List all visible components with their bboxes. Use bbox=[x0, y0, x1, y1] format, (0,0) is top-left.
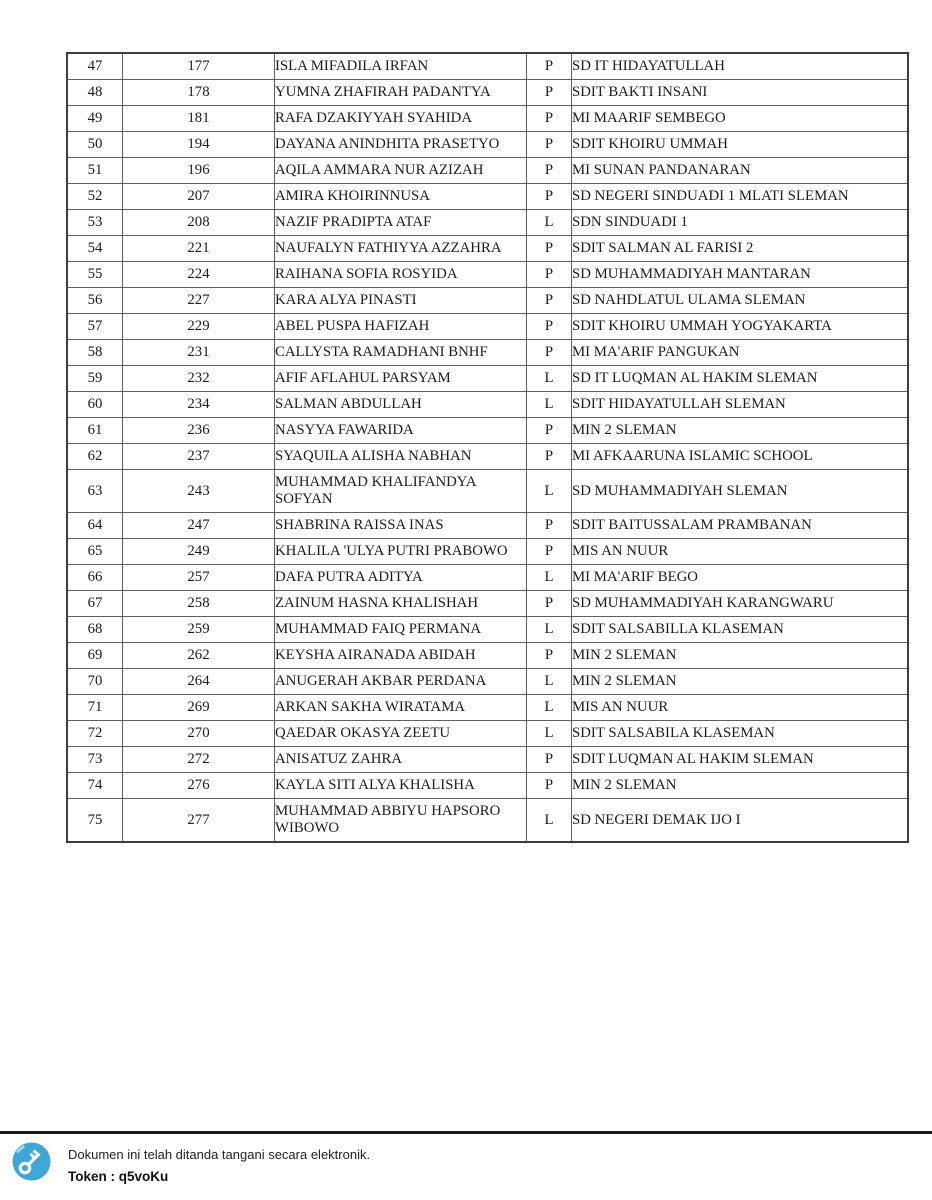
table-row bbox=[67, 236, 908, 262]
gender-cell: P bbox=[527, 539, 572, 565]
row-number-cell: 70 bbox=[67, 669, 123, 695]
row-number-cell: 75 bbox=[67, 799, 123, 843]
table-row bbox=[67, 132, 908, 158]
participant-name-cell: DAYANA ANINDHITA PRASETYO bbox=[275, 132, 527, 158]
table-row bbox=[67, 539, 908, 565]
table-row bbox=[67, 106, 908, 132]
gender-cell: P bbox=[527, 747, 572, 773]
school-cell: MI MA'ARIF PANGUKAN bbox=[572, 340, 909, 366]
participant-name-cell: NAZIF PRADIPTA ATAF bbox=[275, 210, 527, 236]
participant-table-container bbox=[66, 52, 909, 843]
gender-cell: L bbox=[527, 721, 572, 747]
participant-number-cell: 270 bbox=[123, 721, 275, 747]
table-row bbox=[67, 695, 908, 721]
table-row bbox=[67, 470, 908, 513]
participant-name-cell: RAIHANA SOFIA ROSYIDA bbox=[275, 262, 527, 288]
participant-name-cell: MUHAMMAD FAIQ PERMANA bbox=[275, 617, 527, 643]
school-cell: SDIT SALSABILLA KLASEMAN bbox=[572, 617, 909, 643]
row-number-cell: 59 bbox=[67, 366, 123, 392]
gender-cell: P bbox=[527, 53, 572, 80]
participant-name-cell: AQILA AMMARA NUR AZIZAH bbox=[275, 158, 527, 184]
table-row bbox=[67, 444, 908, 470]
participant-name-cell: SHABRINA RAISSA INAS bbox=[275, 513, 527, 539]
esign-key-icon bbox=[12, 1142, 51, 1181]
table-row bbox=[67, 158, 908, 184]
participant-number-cell: 181 bbox=[123, 106, 275, 132]
participant-number-cell: 237 bbox=[123, 444, 275, 470]
gender-cell: P bbox=[527, 132, 572, 158]
school-cell: SDIT LUQMAN AL HAKIM SLEMAN bbox=[572, 747, 909, 773]
gender-cell: P bbox=[527, 158, 572, 184]
row-number-cell: 71 bbox=[67, 695, 123, 721]
school-cell: MI SUNAN PANDANARAN bbox=[572, 158, 909, 184]
row-number-cell: 74 bbox=[67, 773, 123, 799]
gender-cell: L bbox=[527, 392, 572, 418]
table-row bbox=[67, 747, 908, 773]
school-cell: SD MUHAMMADIYAH SLEMAN bbox=[572, 470, 909, 513]
row-number-cell: 60 bbox=[67, 392, 123, 418]
participant-number-cell: 247 bbox=[123, 513, 275, 539]
school-cell: SDIT KHOIRU UMMAH YOGYAKARTA bbox=[572, 314, 909, 340]
table-row bbox=[67, 643, 908, 669]
participant-name-cell: CALLYSTA RAMADHANI BNHF bbox=[275, 340, 527, 366]
participant-table-body bbox=[67, 53, 908, 842]
participant-number-cell: 232 bbox=[123, 366, 275, 392]
gender-cell: P bbox=[527, 418, 572, 444]
participant-table bbox=[66, 52, 909, 843]
gender-cell: P bbox=[527, 643, 572, 669]
participant-name-cell: RAFA DZAKIYYAH SYAHIDA bbox=[275, 106, 527, 132]
participant-number-cell: 276 bbox=[123, 773, 275, 799]
participant-name-cell: ANUGERAH AKBAR PERDANA bbox=[275, 669, 527, 695]
school-cell: MI MAARIF SEMBEGO bbox=[572, 106, 909, 132]
school-cell: MI MA'ARIF BEGO bbox=[572, 565, 909, 591]
gender-cell: P bbox=[527, 80, 572, 106]
school-cell: MIN 2 SLEMAN bbox=[572, 773, 909, 799]
participant-name-cell: NAUFALYN FATHIYYA AZZAHRA bbox=[275, 236, 527, 262]
gender-cell: L bbox=[527, 799, 572, 843]
table-row bbox=[67, 314, 908, 340]
gender-cell: L bbox=[527, 366, 572, 392]
participant-number-cell: 229 bbox=[123, 314, 275, 340]
participant-name-cell: KHALILA 'ULYA PUTRI PRABOWO bbox=[275, 539, 527, 565]
participant-number-cell: 277 bbox=[123, 799, 275, 843]
row-number-cell: 47 bbox=[67, 53, 123, 80]
gender-cell: L bbox=[527, 565, 572, 591]
gender-cell: P bbox=[527, 444, 572, 470]
participant-number-cell: 221 bbox=[123, 236, 275, 262]
gender-cell: L bbox=[527, 470, 572, 513]
school-cell: SDN SINDUADI 1 bbox=[572, 210, 909, 236]
row-number-cell: 53 bbox=[67, 210, 123, 236]
table-row bbox=[67, 288, 908, 314]
participant-name-cell: DAFA PUTRA ADITYA bbox=[275, 565, 527, 591]
row-number-cell: 48 bbox=[67, 80, 123, 106]
participant-name-cell: MUHAMMAD ABBIYU HAPSORO WIBOWO bbox=[275, 799, 527, 843]
table-row bbox=[67, 591, 908, 617]
participant-number-cell: 257 bbox=[123, 565, 275, 591]
participant-name-cell: AFIF AFLAHUL PARSYAM bbox=[275, 366, 527, 392]
table-row bbox=[67, 513, 908, 539]
table-row bbox=[67, 80, 908, 106]
esign-statement: Dokumen ini telah ditanda tangani secara elektronik. bbox=[68, 1147, 371, 1162]
participant-number-cell: 196 bbox=[123, 158, 275, 184]
table-row bbox=[67, 721, 908, 747]
school-cell: SD NEGERI SINDUADI 1 MLATI SLEMAN bbox=[572, 184, 909, 210]
school-cell: MIN 2 SLEMAN bbox=[572, 643, 909, 669]
participant-number-cell: 259 bbox=[123, 617, 275, 643]
gender-cell: P bbox=[527, 773, 572, 799]
participant-name-cell: AMIRA KHOIRINNUSA bbox=[275, 184, 527, 210]
gender-cell: P bbox=[527, 288, 572, 314]
participant-number-cell: 236 bbox=[123, 418, 275, 444]
school-cell: SDIT BAITUSSALAM PRAMBANAN bbox=[572, 513, 909, 539]
row-number-cell: 63 bbox=[67, 470, 123, 513]
table-row bbox=[67, 773, 908, 799]
table-row bbox=[67, 418, 908, 444]
participant-name-cell: MUHAMMAD KHALIFANDYA SOFYAN bbox=[275, 470, 527, 513]
school-cell: MI AFKAARUNA ISLAMIC SCHOOL bbox=[572, 444, 909, 470]
school-cell: SD IT HIDAYATULLAH bbox=[572, 53, 909, 80]
gender-cell: L bbox=[527, 210, 572, 236]
participant-number-cell: 243 bbox=[123, 470, 275, 513]
participant-number-cell: 249 bbox=[123, 539, 275, 565]
participant-number-cell: 227 bbox=[123, 288, 275, 314]
gender-cell: L bbox=[527, 669, 572, 695]
gender-cell: P bbox=[527, 340, 572, 366]
participant-number-cell: 224 bbox=[123, 262, 275, 288]
row-number-cell: 50 bbox=[67, 132, 123, 158]
row-number-cell: 62 bbox=[67, 444, 123, 470]
school-cell: SD MUHAMMADIYAH MANTARAN bbox=[572, 262, 909, 288]
row-number-cell: 58 bbox=[67, 340, 123, 366]
row-number-cell: 65 bbox=[67, 539, 123, 565]
row-number-cell: 67 bbox=[67, 591, 123, 617]
school-cell: SDIT SALSABILA KLASEMAN bbox=[572, 721, 909, 747]
table-row bbox=[67, 262, 908, 288]
participant-number-cell: 177 bbox=[123, 53, 275, 80]
row-number-cell: 69 bbox=[67, 643, 123, 669]
participant-name-cell: YUMNA ZHAFIRAH PADANTYA bbox=[275, 80, 527, 106]
participant-name-cell: SALMAN ABDULLAH bbox=[275, 392, 527, 418]
participant-name-cell: KARA ALYA PINASTI bbox=[275, 288, 527, 314]
participant-name-cell: QAEDAR OKASYA ZEETU bbox=[275, 721, 527, 747]
footer-divider bbox=[0, 1131, 932, 1134]
participant-name-cell: ISLA MIFADILA IRFAN bbox=[275, 53, 527, 80]
participant-number-cell: 178 bbox=[123, 80, 275, 106]
participant-name-cell: ANISATUZ ZAHRA bbox=[275, 747, 527, 773]
row-number-cell: 73 bbox=[67, 747, 123, 773]
school-cell: MIN 2 SLEMAN bbox=[572, 669, 909, 695]
school-cell: SDIT HIDAYATULLAH SLEMAN bbox=[572, 392, 909, 418]
participant-number-cell: 262 bbox=[123, 643, 275, 669]
school-cell: MIN 2 SLEMAN bbox=[572, 418, 909, 444]
row-number-cell: 61 bbox=[67, 418, 123, 444]
gender-cell: L bbox=[527, 695, 572, 721]
participant-number-cell: 258 bbox=[123, 591, 275, 617]
participant-number-cell: 231 bbox=[123, 340, 275, 366]
participant-name-cell: ARKAN SAKHA WIRATAMA bbox=[275, 695, 527, 721]
participant-name-cell: ABEL PUSPA HAFIZAH bbox=[275, 314, 527, 340]
participant-name-cell: ZAINUM HASNA KHALISHAH bbox=[275, 591, 527, 617]
row-number-cell: 51 bbox=[67, 158, 123, 184]
participant-number-cell: 264 bbox=[123, 669, 275, 695]
row-number-cell: 56 bbox=[67, 288, 123, 314]
participant-number-cell: 194 bbox=[123, 132, 275, 158]
gender-cell: P bbox=[527, 236, 572, 262]
row-number-cell: 54 bbox=[67, 236, 123, 262]
gender-cell: P bbox=[527, 591, 572, 617]
participant-number-cell: 272 bbox=[123, 747, 275, 773]
table-row bbox=[67, 799, 908, 843]
school-cell: SDIT BAKTI INSANI bbox=[572, 80, 909, 106]
gender-cell: P bbox=[527, 513, 572, 539]
table-row bbox=[67, 340, 908, 366]
participant-name-cell: KAYLA SITI ALYA KHALISHA bbox=[275, 773, 527, 799]
school-cell: MIS AN NUUR bbox=[572, 539, 909, 565]
table-row bbox=[67, 617, 908, 643]
participant-name-cell: SYAQUILA ALISHA NABHAN bbox=[275, 444, 527, 470]
row-number-cell: 49 bbox=[67, 106, 123, 132]
participant-number-cell: 207 bbox=[123, 184, 275, 210]
row-number-cell: 68 bbox=[67, 617, 123, 643]
participant-number-cell: 234 bbox=[123, 392, 275, 418]
school-cell: SDIT SALMAN AL FARISI 2 bbox=[572, 236, 909, 262]
participant-name-cell: NASYYA FAWARIDA bbox=[275, 418, 527, 444]
school-cell: MIS AN NUUR bbox=[572, 695, 909, 721]
school-cell: SDIT KHOIRU UMMAH bbox=[572, 132, 909, 158]
school-cell: SD IT LUQMAN AL HAKIM SLEMAN bbox=[572, 366, 909, 392]
table-row bbox=[67, 184, 908, 210]
participant-name-cell: KEYSHA AIRANADA ABIDAH bbox=[275, 643, 527, 669]
row-number-cell: 64 bbox=[67, 513, 123, 539]
row-number-cell: 52 bbox=[67, 184, 123, 210]
gender-cell: P bbox=[527, 262, 572, 288]
table-row bbox=[67, 210, 908, 236]
gender-cell: L bbox=[527, 617, 572, 643]
gender-cell: P bbox=[527, 106, 572, 132]
gender-cell: P bbox=[527, 314, 572, 340]
table-row bbox=[67, 669, 908, 695]
row-number-cell: 66 bbox=[67, 565, 123, 591]
gender-cell: P bbox=[527, 184, 572, 210]
table-row bbox=[67, 366, 908, 392]
participant-number-cell: 208 bbox=[123, 210, 275, 236]
school-cell: SD NAHDLATUL ULAMA SLEMAN bbox=[572, 288, 909, 314]
table-row bbox=[67, 392, 908, 418]
row-number-cell: 55 bbox=[67, 262, 123, 288]
school-cell: SD MUHAMMADIYAH KARANGWARU bbox=[572, 591, 909, 617]
row-number-cell: 57 bbox=[67, 314, 123, 340]
row-number-cell: 72 bbox=[67, 721, 123, 747]
table-row bbox=[67, 53, 908, 80]
participant-number-cell: 269 bbox=[123, 695, 275, 721]
esign-token: Token : q5voKu bbox=[68, 1169, 169, 1184]
table-row bbox=[67, 565, 908, 591]
school-cell: SD NEGERI DEMAK IJO I bbox=[572, 799, 909, 843]
